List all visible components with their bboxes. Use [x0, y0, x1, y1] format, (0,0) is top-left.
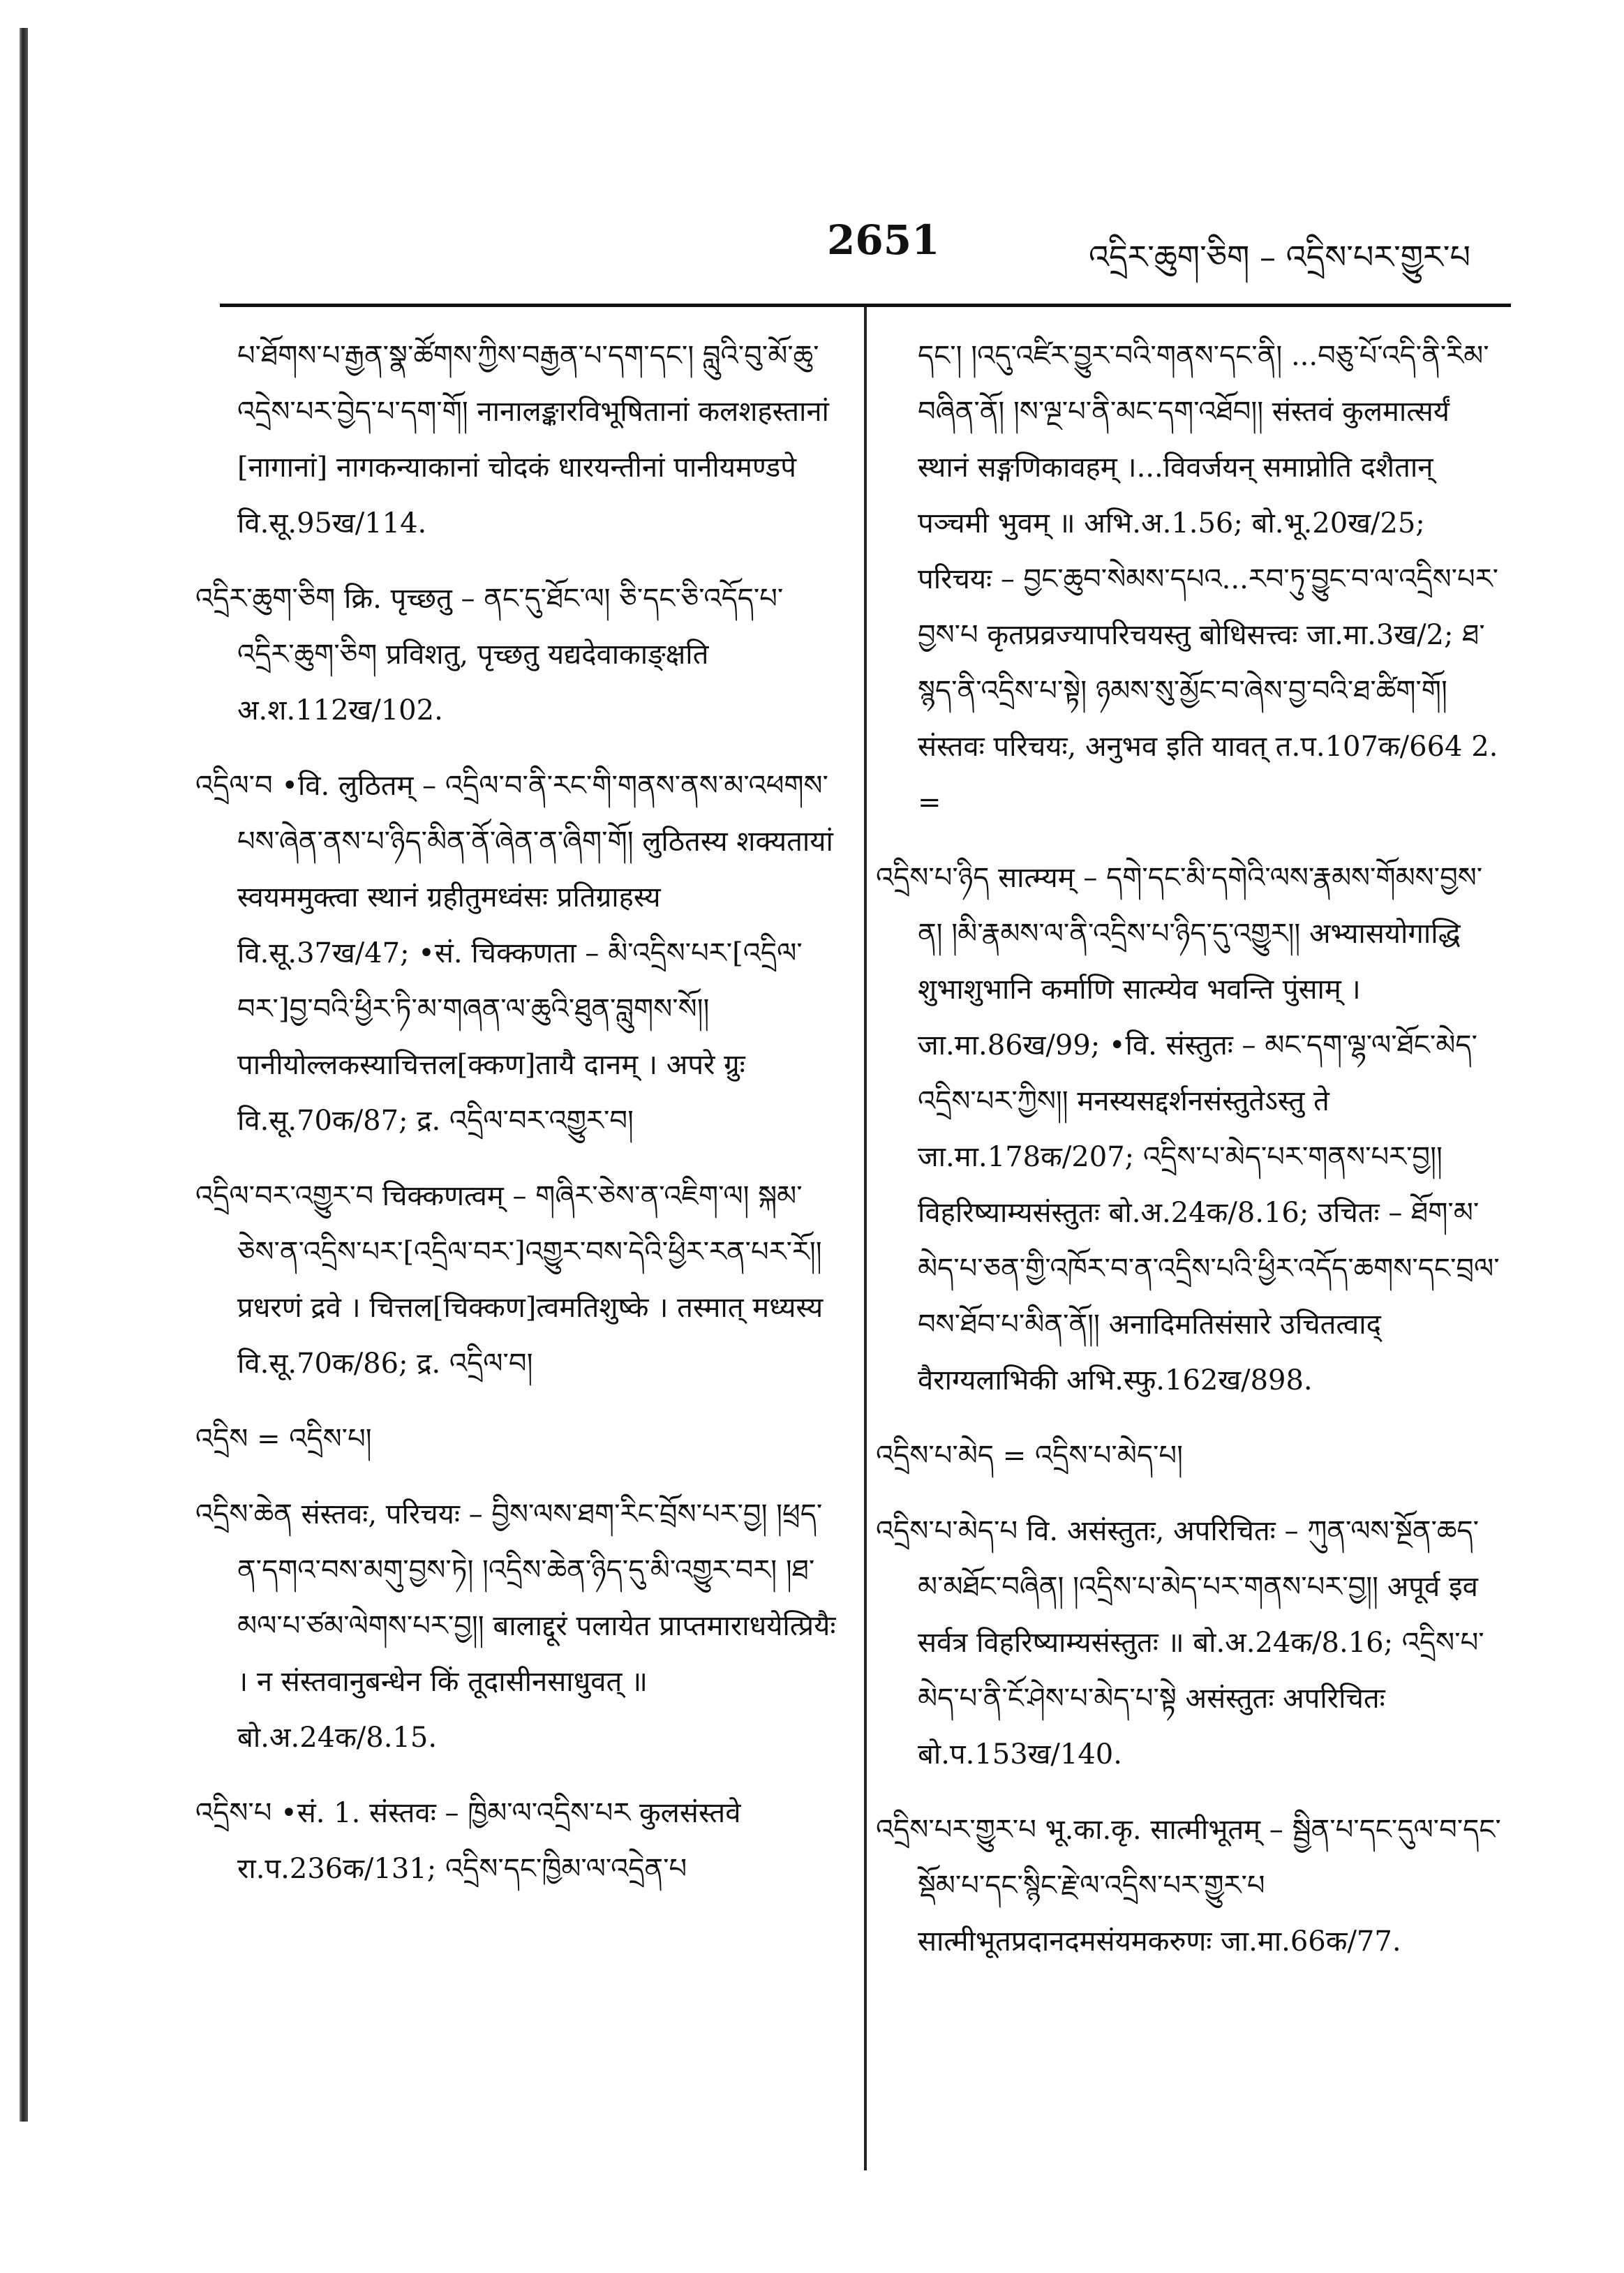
entry-text: དང་། །འདུ་འཛིར་བྱུར་བའི་གནས་དང་ནི། ...བཅུ་པོ་འདི་ནི་རིམ་བཞིན་ནོ། །ས་ལྔ་པ་ནི་མང་དག་འཐོབ།། संस्तवं कुलमात्सर्यं स्थानं सङ्गणिकावहम् ।...विवर्जयन् समाप्नोति दशैतान् पञ्चमी भुवम् ॥ अभि.अ.1.56; बो.भू.20ख/25; परिचयः – བྱང་ཆུབ་སེམས་དཔའ...རབ་ཏུ་བྱུང་བ་ལ་འདྲིས་པར་བྱས་པ कृतप्रव्रज्यापरिचयस्तु बोधिसत्त्वः जा.मा.3ख/2; ཐ་སྙད་ནི་འདྲིས་པ་སྟེ། ཉམས་སུ་མྱོང་བ་ཞེས་བྱ་བའི་ཐ་ཚིག་གོ། संस्तवः परिचयः, अनुभव इति यावत् त.प.107क/664 2. = — [918, 340, 1499, 819]
scan-edge-line — [20, 28, 28, 2122]
dictionary-entry — [195, 1785, 837, 1897]
dictionary-entry — [195, 758, 837, 1149]
dictionary-entry — [195, 571, 837, 738]
dictionary-entry — [876, 850, 1504, 1408]
right-column — [876, 328, 1504, 1989]
dictionary-entry — [876, 1503, 1504, 1782]
page-number: 2651 — [827, 216, 940, 264]
left-column — [195, 328, 837, 1916]
dictionary-entry — [195, 1168, 837, 1392]
entry-text: འདྲིལ་བ •वि. लुठितम् – འདྲིལ་བ་ནི་རང་གི་གནས་ནས་མ་འཕགས་པས་ཞེན་ནས་པ་ཉིད་མིན་ནོ་ཞེན་ན་ཞིག་གོ། लुठितस्य शक्यतायां स्वयममुक्त्वा स्थानं ग्रहीतुमध्वंसः प्रतिग्राहस्य वि.सू.37ख/47; •सं. चिक्कणता – མི་འདྲིས་པར་[འདྲིལ་བར་]བྱ་བའི་ཕྱིར་ཏི་མ་གཞན་ལ་ཆུའི་ཐུན་བླུགས་སོ།། पानीयोल्लकस्याचित्तल[क्कण]तायै दानम् । अपरे ग्रुः वि.सू.70क/87; द्र. འདྲིལ་བར་འགྱུར་བ། — [195, 770, 833, 1137]
dictionary-entry — [876, 328, 1504, 830]
entry-text: འདྲིས་ཆེན संस्तवः, परिचयः – བྱིས་ལས་ཐག་རིང་བྲོས་པར་བྱ། །ཕྲད་ན་དགའ་བས་མགུ་བྱས་ཏེ། །འདྲིས་ཆེན་ཉིད་དུ་མི་འགྱུར་བར། །ཐ་མལ་པ་ཙམ་ལེགས་པར་བྱ།། बालाद्दूरं पलायेत प्राप्तमाराधयेत्प्रियैः । न संस्तवानुबन्धेन किं तूदासीनसाधुवत् ॥ बो.अ.24क/8.15. — [195, 1498, 836, 1754]
column-divider — [864, 307, 867, 2170]
dictionary-entry — [876, 1428, 1504, 1484]
entry-text: པ་ཐོགས་པ་རྒྱན་སྣ་ཚོགས་ཀྱིས་བརྒྱན་པ་དག་དང་། བླུའི་བུ་མོ་ཆུ་འདྲེས་པར་བྱེད་པ་དག་གོ། नानालङ्कारविभूषितानां कलशहस्तानां [नागानां] नागकन्याकानां चोदकं धारयन्तीनां पानीयमण्डपे वि.सू.95ख/114. — [237, 340, 829, 539]
dictionary-entry — [195, 328, 837, 551]
dictionary-entry — [195, 1411, 837, 1467]
dictionary-entry — [876, 1802, 1504, 1969]
entry-text: འདྲིས་པ •सं. 1. संस्तवः – ཁྱིམ་ལ་འདྲིས་པར कुलसंस्तवे रा.प.236क/131; འདྲིས་དང་ཁྱིམ་ལ་འདྲེན་པ — [195, 1797, 741, 1885]
entry-text: འདྲིས = འདྲིས་པ། — [195, 1423, 372, 1455]
entry-text: འདྲིས་པ་ཉིད सात्म्यम् – དགེ་དང་མི་དགེའི་ལས་རྣམས་གོམས་བྱས་ན། །མི་རྣམས་ལ་ནི་འདྲིས་པ་ཉིད་དུ་འགྱུར།། अभ्यासयोगाद्धि शुभाशुभानि कर्माणि सात्म्येव भवन्ति पुंसाम् । जा.मा.86ख/99; •वि. संस्तुतः – མང་དག་ལྷ་ལ་ཐོང་མེད་འདྲིས་པར་ཀྱིས།། मनस्यसद्दर्शनसंस्तुतेऽस्तु ते जा.मा.178क/207; འདྲིས་པ་མེད་པར་གནས་པར་བྱ།། विहरिष्याम्यसंस्तुतः बो.अ.24क/8.16; उचितः – ཐོག་མ་མེད་པ་ཅན་གྱི་འཁོར་བ་ན་འདྲིས་པའི་ཕྱིར་འདོད་ཆགས་དང་བྲལ་བས་ཐོབ་པ་མིན་ནོ།། अनादिमतिसंसारे उचितत्वाद् वैराग्यलाभिकी अभि.स्फु.162ख/898. — [876, 862, 1500, 1396]
running-head: འདྲིར་ཆུག་ཅིག – འདྲིས་པར་གྱུར་པ — [1089, 238, 1470, 276]
entry-text: འདྲིལ་བར་འགྱུར་བ चिक्कणत्वम् – གཞིར་ཅེས་ན་འཇིག་ལ། སྐམ་ཅེས་ན་འདྲིས་པར་[འདྲིལ་བར་]འགྱུར་བས་དེའི་ཕྱིར་རན་པར་རོ།། प्रधरणं द्रवे । चित्तल[चिक्कण]त्वमतिशुष्के । तस्मात् मध्यस्य वि.सू.70क/86; द्र. འདྲིལ་བ། — [195, 1180, 824, 1380]
dictionary-entry — [195, 1486, 837, 1766]
entry-text: འདྲིས་པར་གྱུར་པ भू.का.कृ. सात्मीभूतम् – སྦྱིན་པ་དང་དུལ་བ་དང་སྡོམ་པ་དང་སྙིང་རྗེ་ལ་འདྲིས་པར་གྱུར་པ सात्मीभूतप्रदानदमसंयमकरुणः जा.मा.66क/77. — [876, 1814, 1501, 1958]
entry-text: འདྲིར་ཆུག་ཅིག क्रि. पृच्छतु – ནང་དུ་ཐོང་ལ། ཅི་དང་ཅི་འདོད་པ་འདྲིར་ཆུག་ཅིག प्रविशतु, पृच्छतु यद्यदेवाकाङ्क्षति अ.श.112ख/102. — [195, 583, 784, 726]
entry-text: འདྲིས་པ་མེད་པ वि. असंस्तुतः, अपरिचितः – ཀུན་ལས་སྔོན་ཆད་མ་མཐོང་བཞིན། །འདྲིས་པ་མེད་པར་གནས་པར་བྱ།། अपूर्व इव सर्वत्र विहरिष्याम्यसंस्तुतः ॥ बो.अ.24क/8.16; འདྲིས་པ་མེད་པ་ནི་ངོ་ཤེས་པ་མེད་པ་སྟེ असंस्तुतः अपरिचितः बो.प.153ख/140. — [876, 1515, 1484, 1771]
entry-text: འདྲིས་པ་མེད = འདྲིས་པ་མེད་པ། — [876, 1440, 1183, 1472]
page-header — [0, 209, 1624, 307]
